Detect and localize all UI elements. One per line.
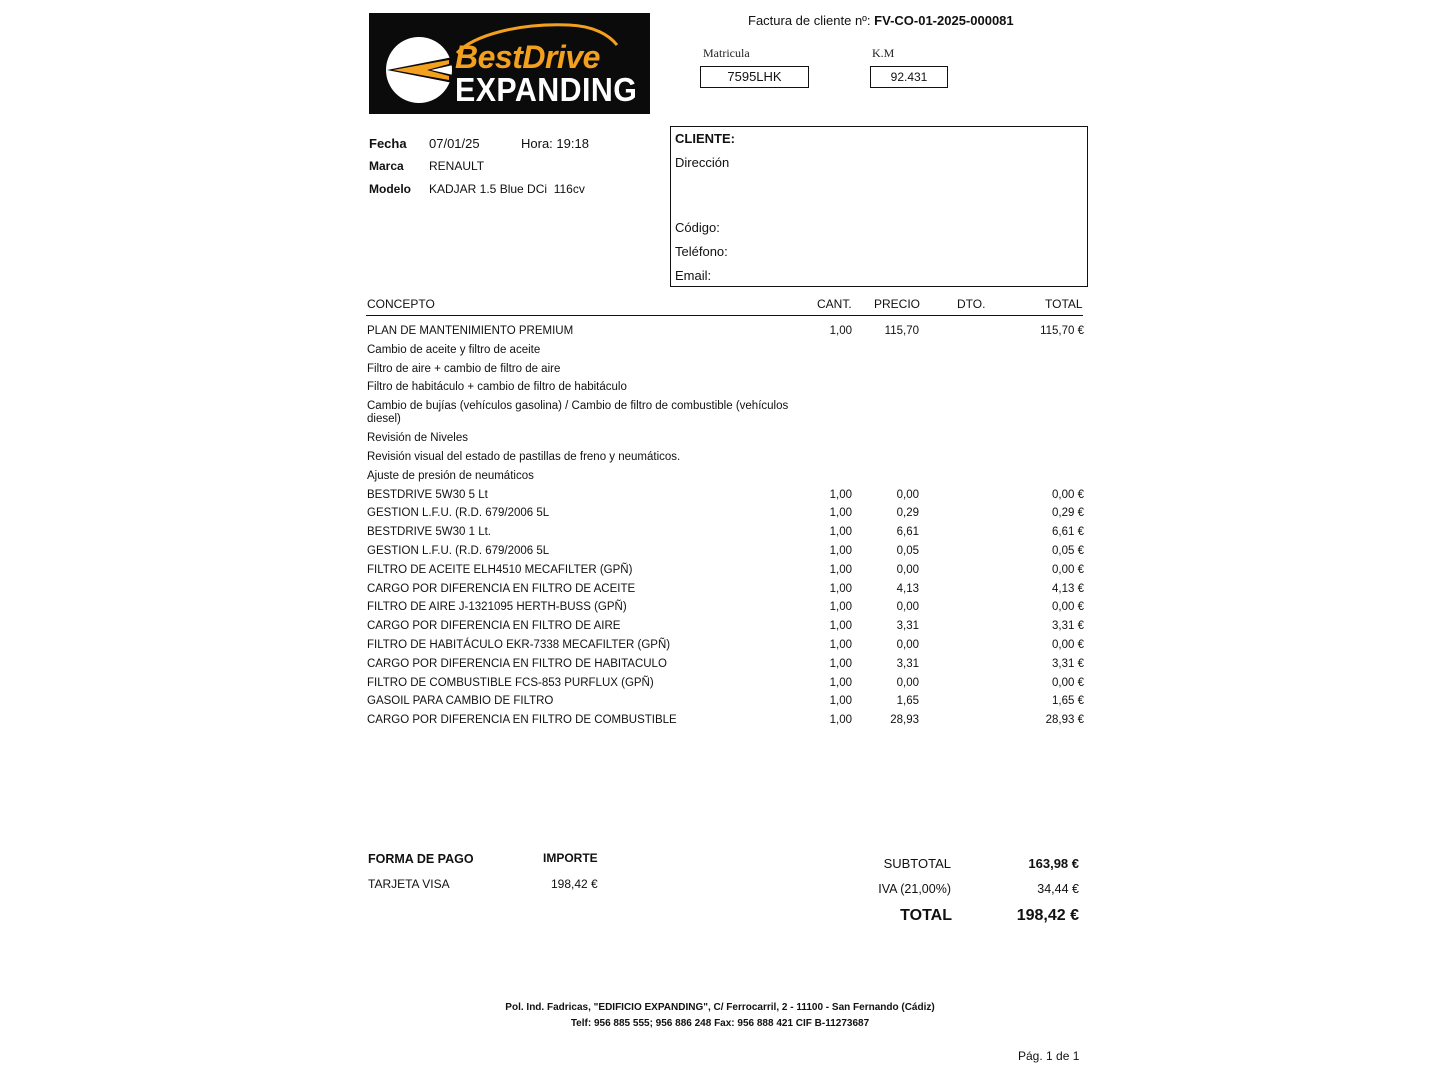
row-concept: GESTION L.F.U. (R.D. 679/2006 5L xyxy=(367,544,550,557)
page-indicator: Pág. 1 de 1 xyxy=(1018,1049,1080,1063)
client-address-label: Dirección xyxy=(675,155,730,170)
km-label: K.M xyxy=(872,46,895,60)
logo-text-expanding: EXPANDING xyxy=(455,71,638,108)
km-value: 92.431 xyxy=(870,66,948,88)
row-price: 3,31 xyxy=(896,620,919,633)
table-row xyxy=(366,711,1084,730)
row-total: 3,31 € xyxy=(1052,657,1084,670)
row-qty: 1,00 xyxy=(829,601,852,614)
client-box xyxy=(670,126,1088,287)
row-qty: 1,00 xyxy=(829,695,852,708)
table-row xyxy=(366,448,1084,467)
table-row xyxy=(366,561,1084,580)
table-row xyxy=(366,674,1084,693)
table-row xyxy=(366,655,1084,674)
date-value: 07/01/25 xyxy=(429,136,480,151)
logo-text-bestdrive: BestDrive xyxy=(455,39,600,75)
row-concept: GESTION L.F.U. (R.D. 679/2006 5L xyxy=(367,507,550,520)
table-row xyxy=(366,542,1084,561)
table-row xyxy=(366,397,1084,429)
row-price: 28,93 xyxy=(890,714,919,727)
plate-label: Matricula xyxy=(703,46,750,60)
row-total: 28,93 € xyxy=(1045,714,1084,727)
header-divider xyxy=(366,315,1083,316)
table-row xyxy=(366,486,1084,505)
invoice-number-label: Factura de cliente nº: xyxy=(748,13,871,28)
brand-label: Marca xyxy=(369,159,404,173)
footer-contact: Telf: 956 885 555; 956 886 248 Fax: 956 888 421 CIF B-11273687 xyxy=(570,1018,870,1029)
tax-label: IVA (21,00%) xyxy=(878,882,951,896)
subtotal-value: 163,98 € xyxy=(1028,856,1079,871)
row-concept: Cambio de bujías (vehículos gasolina) / Cambio de filtro de combustible (vehículos diesel) xyxy=(367,400,789,426)
row-price: 0,00 xyxy=(896,563,919,576)
row-concept: FILTRO DE ACEITE ELH4510 MECAFILTER (GPÑ) xyxy=(367,563,633,576)
col-header-cant: CANT. xyxy=(817,297,852,311)
row-total: 0,00 € xyxy=(1052,601,1084,614)
row-price: 3,31 xyxy=(896,657,919,670)
row-qty: 1,00 xyxy=(829,526,852,539)
col-header-dto: DTO. xyxy=(957,297,986,311)
col-header-precio: PRECIO xyxy=(874,297,921,311)
row-qty: 1,00 xyxy=(829,325,852,337)
row-price: 1,65 xyxy=(896,695,919,708)
payment-method-value: TARJETA VISA xyxy=(368,877,450,891)
row-total: 0,00 € xyxy=(1052,488,1084,501)
row-total: 0,00 € xyxy=(1052,676,1084,689)
total-value: 198,42 € xyxy=(1016,907,1079,924)
row-price: 6,61 xyxy=(896,526,919,539)
row-concept: CARGO POR DIFERENCIA EN FILTRO DE AIRE xyxy=(367,620,621,633)
row-concept: CARGO POR DIFERENCIA EN FILTRO DE HABITACULO xyxy=(367,657,667,670)
row-concept: CARGO POR DIFERENCIA EN FILTRO DE COMBUSTIBLE xyxy=(367,714,677,727)
row-total: 115,70 € xyxy=(1040,325,1084,337)
client-phone-label: Teléfono: xyxy=(675,244,728,259)
brand-value: RENAULT xyxy=(429,159,485,173)
subtotal-label: SUBTOTAL xyxy=(883,856,951,871)
row-price: 115,70 xyxy=(884,325,919,337)
client-email-label: Email: xyxy=(675,268,712,283)
table-row xyxy=(366,617,1084,636)
row-concept: Filtro de habitáculo + cambio de filtro de habitáculo xyxy=(367,381,627,394)
model-label: Modelo xyxy=(369,182,411,196)
row-concept: PLAN DE MANTENIMIENTO PREMIUM xyxy=(367,325,574,337)
row-qty: 1,00 xyxy=(829,582,852,595)
row-concept: GASOIL PARA CAMBIO DE FILTRO xyxy=(367,695,554,708)
col-header-concepto: CONCEPTO xyxy=(367,297,435,311)
table-row xyxy=(366,341,1084,360)
tax-value: 34,44 € xyxy=(1037,882,1079,896)
row-total: 0,29 € xyxy=(1052,507,1084,520)
payment-amount-value: 198,42 € xyxy=(551,877,598,891)
footer-address: Pol. Ind. Fadricas, "EDIFICIO EXPANDING", C/ Ferrocarril, 2 - 11100 - San Fernando (Cádiz) xyxy=(505,1002,935,1013)
row-concept: Filtro de aire + cambio de filtro de aire xyxy=(367,362,561,375)
row-total: 0,00 € xyxy=(1052,563,1084,576)
row-price: 0,29 xyxy=(896,507,919,520)
client-code-label: Código: xyxy=(675,220,720,235)
table-row xyxy=(366,598,1084,617)
row-price: 0,00 xyxy=(896,638,919,651)
row-concept: Cambio de aceite y filtro de aceite xyxy=(367,343,541,356)
invoice-number-line xyxy=(748,13,1014,28)
client-title: CLIENTE: xyxy=(675,131,735,146)
table-row xyxy=(366,692,1084,711)
row-concept: FILTRO DE HABITÁCULO EKR-7338 MECAFILTER (GPÑ) xyxy=(367,638,671,651)
row-qty: 1,00 xyxy=(829,507,852,520)
row-price: 4,13 xyxy=(896,582,919,595)
table-row xyxy=(366,467,1084,486)
row-concept: Revisión visual del estado de pastillas de freno y neumáticos. xyxy=(367,450,681,463)
row-price: 0,00 xyxy=(896,601,919,614)
row-concept: BESTDRIVE 5W30 5 Lt xyxy=(367,488,488,501)
row-qty: 1,00 xyxy=(829,544,852,557)
time-value: Hora: 19:18 xyxy=(521,136,589,151)
row-qty: 1,00 xyxy=(829,563,852,576)
table-row xyxy=(366,429,1084,448)
row-concept: Revisión de Niveles xyxy=(367,432,468,445)
payment-method-header: FORMA DE PAGO xyxy=(368,852,474,866)
row-concept: Ajuste de presión de neumáticos xyxy=(367,469,534,482)
row-price: 0,05 xyxy=(896,544,919,557)
row-qty: 1,00 xyxy=(829,638,852,651)
row-qty: 1,00 xyxy=(829,676,852,689)
col-header-total: TOTAL xyxy=(1045,297,1083,311)
table-row xyxy=(366,504,1084,523)
row-concept: FILTRO DE AIRE J-1321095 HERTH-BUSS (GPÑ) xyxy=(367,601,627,614)
row-qty: 1,00 xyxy=(829,620,852,633)
table-row xyxy=(366,580,1084,599)
row-concept: CARGO POR DIFERENCIA EN FILTRO DE ACEITE xyxy=(367,582,636,595)
row-total: 1,65 € xyxy=(1052,695,1084,708)
row-qty: 1,00 xyxy=(829,714,852,727)
total-label: TOTAL xyxy=(900,907,952,924)
row-total: 6,61 € xyxy=(1052,526,1084,539)
row-total: 4,13 € xyxy=(1052,582,1084,595)
table-row xyxy=(366,378,1084,397)
row-total: 3,31 € xyxy=(1052,620,1084,633)
row-total: 0,00 € xyxy=(1052,638,1084,651)
table-row xyxy=(366,322,1084,341)
row-concept: BESTDRIVE 5W30 1 Lt. xyxy=(367,526,491,539)
model-value: KADJAR 1.5 Blue DCi 116cv xyxy=(429,182,585,196)
date-label: Fecha xyxy=(369,136,407,151)
table-row xyxy=(366,360,1084,379)
row-price: 0,00 xyxy=(896,488,919,501)
line-items xyxy=(366,322,1084,730)
table-row xyxy=(366,523,1084,542)
row-price: 0,00 xyxy=(896,676,919,689)
payment-amount-header: IMPORTE xyxy=(543,851,598,865)
table-row xyxy=(366,636,1084,655)
invoice-number: FV-CO-01-2025-000081 xyxy=(874,13,1014,28)
row-concept: FILTRO DE COMBUSTIBLE FCS-853 PURFLUX (GPÑ) xyxy=(367,676,654,689)
row-total: 0,05 € xyxy=(1052,544,1084,557)
plate-value: 7595LHK xyxy=(700,66,809,88)
company-logo xyxy=(369,13,650,114)
row-qty: 1,00 xyxy=(829,488,852,501)
row-qty: 1,00 xyxy=(829,657,852,670)
